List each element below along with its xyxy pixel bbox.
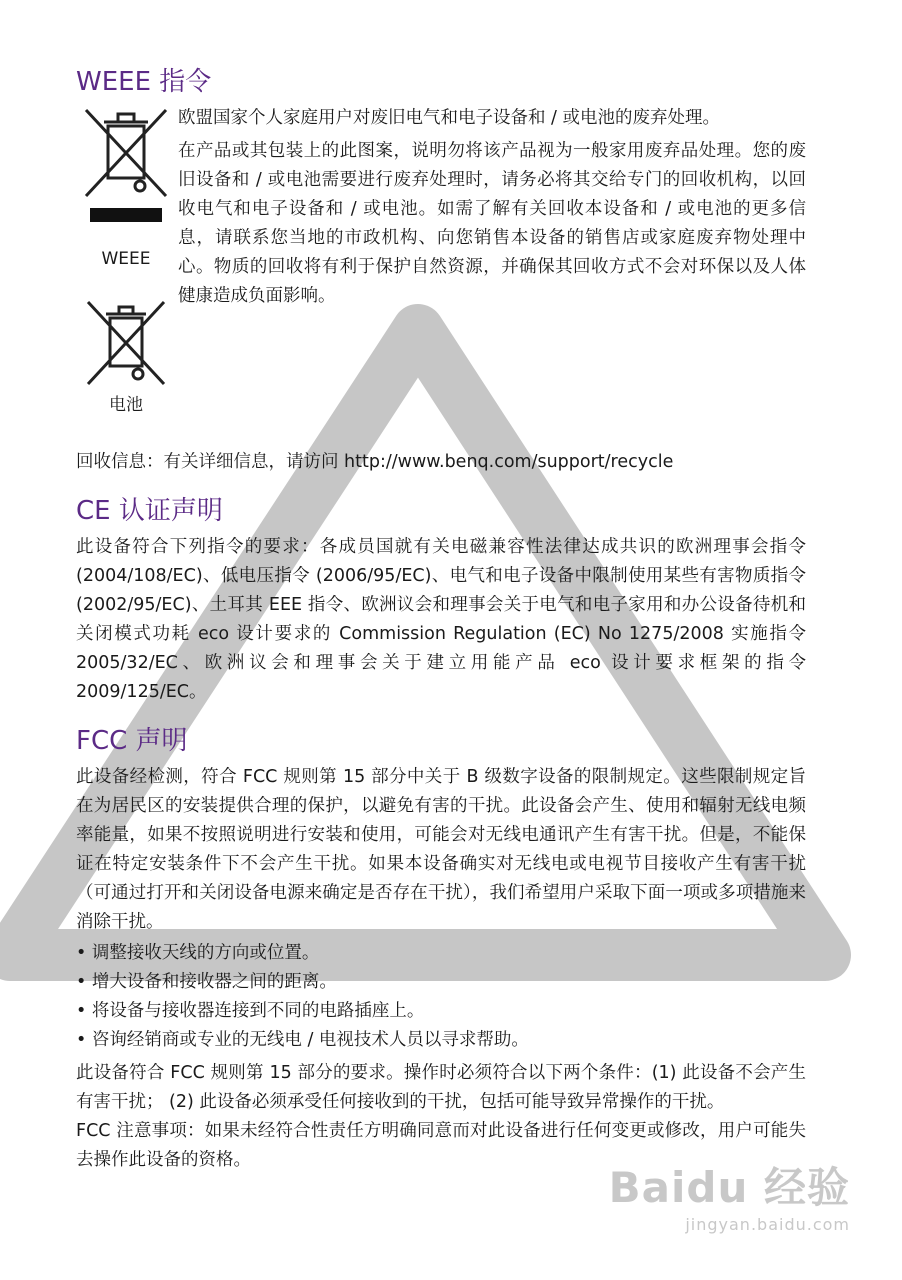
fcc-para-1: 此设备经检测，符合 FCC 规则第 15 部分中关于 B 级数字设备的限制规定。这些限制规定旨在为居民区的安装提供合理的保护，以避免有害的干扰。此设备会产生、使用和辐射无线电频率能量，如果不按照说明进行安装和使用，可能会对无线电通讯产生有害干扰。但是，不能保证在特定安装条件下不会产生干扰。如果本设备确实对无线电或电视节目接收产生有害干扰 （可通过打开和关闭设备电源来确定是否存在干扰），我们希望用户采取下面一项或多项措施来消除干扰。 bbox=[76, 767, 806, 932]
baidu-watermark bbox=[609, 1155, 850, 1234]
recycle-info: 回收信息：有关详细信息，请访问 http://www.benq.com/support/recycle bbox=[76, 452, 674, 472]
battery-icon-label: 电池 bbox=[109, 395, 143, 415]
ce-para: 此设备符合下列指令的要求：各成员国就有关电磁兼容性法律达成共识的欧洲理事会指令 (2004/108/EC)、低电压指令 (2006/95/EC)、电气和电子设备中限制使用某些有害物质指令 (2002/95/EC)、土耳其 EEE 指令、欧洲议会和理事会关于电气和电子家用和办公设备待机和关闭模式功耗 eco 设计要求的 Commission Regulation (EC) No 1275/2008 实施指令 2005/32/EC、欧洲议会和理事会关于建立用能产品 eco 设计要求框架的指令 2009/125/EC。 bbox=[76, 537, 806, 702]
fcc-bullet-4: • 咨询经销商或专业的无线电 / 电视技术人员以寻求帮助。 bbox=[76, 1026, 806, 1055]
weee-icon-label: WEEE bbox=[101, 249, 151, 269]
fcc-bullet-list bbox=[76, 939, 806, 1055]
ce-heading: CE 认证声明 bbox=[76, 496, 223, 526]
fcc-bullet-3: • 将设备与接收器连接到不同的电路插座上。 bbox=[76, 997, 806, 1026]
weee-block bbox=[76, 104, 806, 438]
weee-text bbox=[178, 104, 806, 311]
weee-para-1: 欧盟国家个人家庭用户对废旧电气和电子设备和 / 或电池的废弃处理。 bbox=[178, 108, 721, 128]
fcc-para-3: FCC 注意事项：如果未经符合性责任方明确同意而对此设备进行任何变更或修改，用户可能失去操作此设备的资格。 bbox=[76, 1121, 806, 1170]
fcc-bullet-1: • 调整接收天线的方向或位置。 bbox=[76, 939, 806, 968]
battery-bin-icon bbox=[76, 298, 176, 390]
weee-para-2: 在产品或其包装上的此图案，说明勿将该产品视为一般家用废弃品处理。您的废旧设备和 / 或电池需要进行废弃处理时，请务必将其交给专门的回收机构，以回收电气和电子设备和 / 或电池。如需了解有关回收本设备和 / 或电池的更多信息，请联系您当地的市政机构、向您销售本设备的销售店或家庭废弃物处理中心。物质的回收将有利于保护自然资源，并确保其回收方式不会对环保以及人体健康造成负面影响。 bbox=[178, 141, 806, 306]
watermark-logo: Baidu 经验 bbox=[608, 1163, 850, 1212]
fcc-para-2: 此设备符合 FCC 规则第 15 部分的要求。操作时必须符合以下两个条件：(1) 此设备不会产生有害干扰； (2) 此设备必须承受任何接收到的干扰，包括可能导致异常操作的干扰。 bbox=[76, 1063, 806, 1112]
fcc-bullet-2: • 增大设备和接收器之间的距离。 bbox=[76, 968, 806, 997]
crossed-bin-icon bbox=[76, 104, 176, 244]
weee-icons bbox=[76, 104, 176, 416]
page-content bbox=[76, 66, 806, 1175]
watermark-url: jingyan.baidu.com bbox=[685, 1215, 850, 1234]
fcc-heading: FCC 声明 bbox=[76, 726, 188, 756]
weee-heading: WEEE 指令 bbox=[76, 67, 212, 97]
